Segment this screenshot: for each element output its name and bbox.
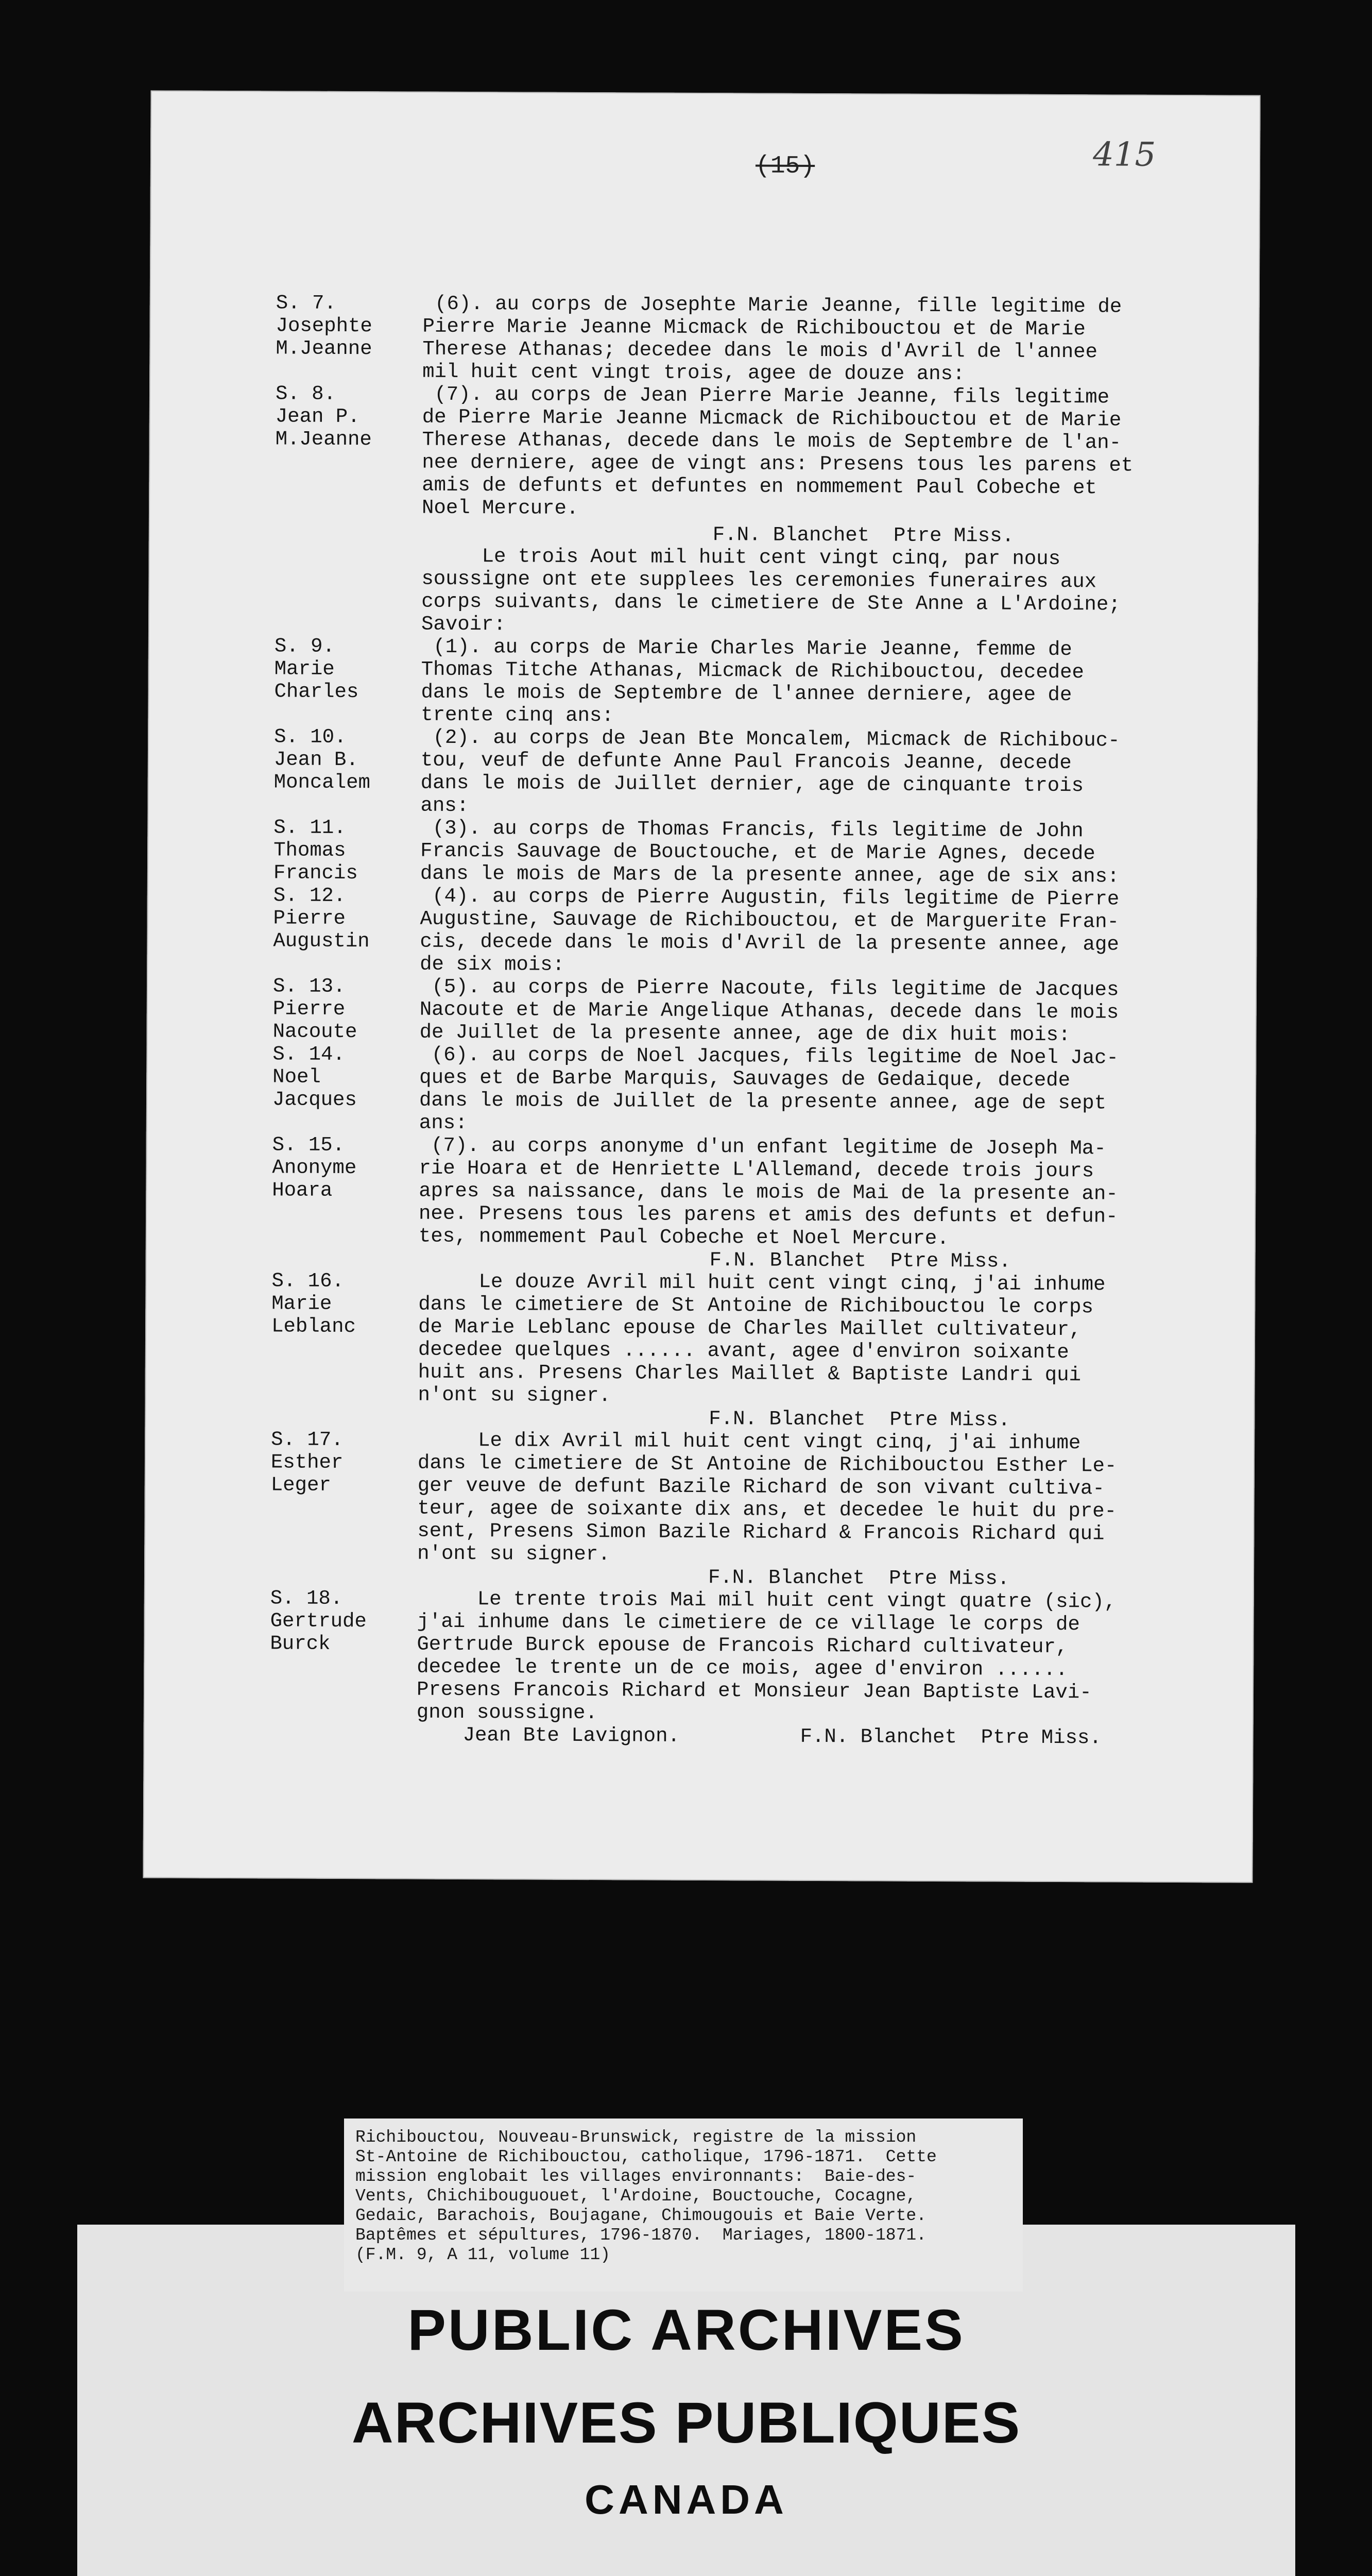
entry-label: S. 15. Anonyme Hoara <box>272 1133 357 1202</box>
entry-text: Le dix Avril mil huit cent vingt cinq, j'ai inhume dans le cimetiere de St Antoine de Richibouctou Esther Le- ger veuve de defunt Bazile Richard de son vivant cultiva- teur, agee de soixante dix ans, et decedee le huit du pre- sent, Presens Simon Bazile Richard & Francois Richard qui n'ont su signer. <box>417 1429 1117 1566</box>
placard-line-3: CANADA <box>585 2477 788 2522</box>
entry-s7 <box>276 292 1255 386</box>
entry-label: S. 8. Jean P. M.Jeanne <box>275 382 372 451</box>
entry-label: S. 12. Pierre Augustin <box>273 884 370 953</box>
signature-line: F.N. Blanchet Ptre Miss. <box>709 1249 1011 1273</box>
burial-intro <box>275 544 1254 639</box>
entry-text: (5). au corps de Pierre Nacoute, fils legitime de Jacques Nacoute et de Marie Angelique Athanas, decede dans le mois de Juillet de la presente annee, age de dix huit mois: <box>419 975 1119 1047</box>
entry-text: (3). au corps de Thomas Francis, fils legitime de John Francis Sauvage de Bouctouche, et de Marie Agnes, decede dans le mois de Mars de la presente annee, age de six ans: <box>420 817 1120 888</box>
entry-s14 <box>272 1043 1251 1138</box>
entry-text: Le douze Avril mil huit cent vingt cinq, j'ai inhume dans le cimetiere de St Antoine de Richibouctou le corps de Marie Leblanc epouse de Charles Maillet cultivateur, decedee quelques ...... avant, agee d'environ soixante huit ans. Presens Charles Maillet & Baptiste Landri qui n'ont su signer. <box>418 1270 1106 1408</box>
entry-text: Le trente trois Mai mil huit cent vingt quatre (sic), j'ai inhume dans le cimetiere de ce village le corps de Gertrude Burck epouse de Francois Richard cultivateur, decedee le trente un de ce mois, agee d'environ ...... Presens Francois Richard et Monsieur Jean Baptiste Lavi- gnon soussigne. <box>416 1587 1117 1725</box>
entry-label: S. 17. Esther Leger <box>270 1428 344 1497</box>
signature-line: F.N. Blanchet Ptre Miss. <box>708 1566 1010 1590</box>
entry-s11 <box>273 816 1253 888</box>
register-entries <box>270 292 1255 1750</box>
signature-line: F.N. Blanchet Ptre Miss. <box>712 523 1015 548</box>
placard-line-1: PUBLIC ARCHIVES <box>407 2298 965 2362</box>
entry-label: S. 18. Gertrude Burck <box>270 1587 367 1655</box>
entry-label: S. 7. Josephte M.Jeanne <box>276 292 372 361</box>
entry-label: S. 10. Jean B. Moncalem <box>273 725 371 794</box>
final-signatures <box>270 1723 1248 1750</box>
entry-label: S. 14. Noel Jacques <box>272 1043 357 1112</box>
entry-s13 <box>273 975 1252 1047</box>
collection-caption: Richibouctou, Nouveau-Brunswick, registre de la mission St-Antoine de Richibouctou, catholique, 1796-1871. Cette mission englobait les villages environnants: Baie-des- Vents, Chichibouguouet, l'Ardoine, Bouctouche, Cocagne, Gedaic, Barachois, Boujagane, Chimougouis et Baie Verte. Baptêmes et sépultures, 1796-1870. Mariages, 1800-1871. (F.M. 9, A 11, volume 11) <box>344 2119 1023 2292</box>
entry-s15 <box>272 1133 1251 1251</box>
signature-lavignon: Jean Bte Lavignon. <box>462 1723 680 1748</box>
entry-text: (1). au corps de Marie Charles Marie Jeanne, femme de Thomas Titche Athanas, Micmack de Richibouctou, decedee dans le mois de Septembre de l'annee derniere, agee de trente cinq ans: <box>421 635 1084 727</box>
entry-label: S. 11. Thomas Francis <box>273 816 358 885</box>
entry-s18 <box>270 1587 1249 1727</box>
entry-text: (7). au corps anonyme d'un enfant legitime de Joseph Ma- rie Hoara et de Henriette L'Allemand, decede trois jours apres sa naissance, dans le mois de Mai de la presente an- nee. Presens tous les parens et amis des defunts et defun- tes, nommement Paul Cobeche et Noel Mercure. <box>418 1134 1118 1250</box>
entry-s9 <box>274 635 1253 730</box>
signature-line: F.N. Blanchet Ptre Miss. <box>709 1408 1010 1432</box>
entry-s10 <box>273 725 1253 820</box>
entry-label: S. 9. Marie Charles <box>274 635 359 704</box>
page-number: 415 <box>1092 135 1156 174</box>
entry-s12 <box>273 884 1252 979</box>
page-stamp: (15) <box>755 152 815 180</box>
entry-label: S. 16. Marie Leblanc <box>271 1269 356 1338</box>
entry-text: (4). au corps de Pierre Augustin, fils legitime de Pierre Augustine, Sauvage de Richibouctou, et de Marguerite Fran- cis, decede dans le mois d'Avril de la presente annee, age de six mois: <box>420 885 1120 976</box>
entry-text: (6). au corps de Josephte Marie Jeanne, fille legitime de Pierre Marie Jeanne Micmack de Richibouctou et de Marie Therese Athanas; decedee dans le mois d'Avril de l'annee mil huit cent vingt trois, agee de douze ans: <box>422 292 1122 386</box>
entry-s16 <box>271 1269 1250 1410</box>
entry-s17 <box>270 1428 1249 1568</box>
entry-text: (7). au corps de Jean Pierre Marie Jeanne, fils legitime de Pierre Marie Jeanne Micmack de Richibouctou et de Marie Therese Athanas, decede dans le mois de Septembre de l'an- nee derniere, agee de vingt ans: Presens tous les parens et amis de defunts et defuntes en nommement Paul Cobeche et Noel Mercure. <box>421 383 1134 520</box>
entry-text: (2). au corps de Jean Bte Moncalem, Micmack de Richibouc- tou, veuf de defunte Anne Paul Francois Jeanne, decede dans le mois de Juillet dernier, age de cinquante trois ans: <box>420 726 1120 818</box>
signature-blanchet: F.N. Blanchet Ptre Miss. <box>800 1725 1102 1750</box>
entry-text: (6). au corps de Noel Jacques, fils legitime de Noel Jac- ques et de Barbe Marquis, Sauvages de Gedaique, decede dans le mois de Juillet de la presente annee, age de sept ans: <box>419 1043 1119 1135</box>
entry-label: S. 13. Pierre Nacoute <box>272 975 357 1044</box>
placard-line-2: ARCHIVES PUBLIQUES <box>351 2391 1021 2455</box>
intro-text: Le trois Aout mil huit cent vingt cinq, par nous soussigne ont ete supplees les ceremonies funeraires aux corps suivants, dans le cimetiere de Ste Anne a L'Ardoine; Savoir: <box>421 545 1121 636</box>
register-page <box>143 90 1260 1883</box>
entry-s8 <box>275 382 1254 522</box>
